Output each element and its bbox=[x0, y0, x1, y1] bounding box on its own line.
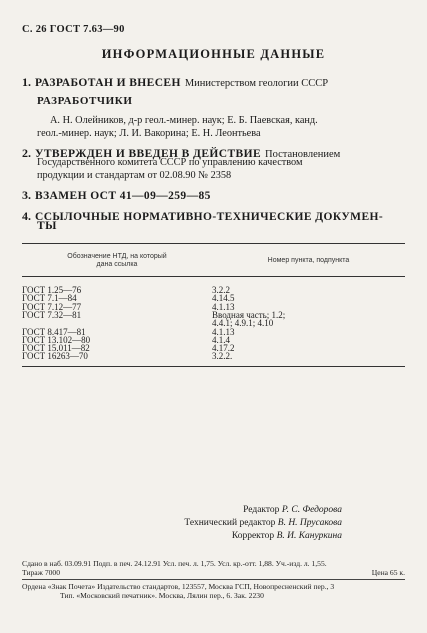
imprint-line-1: Сдано в наб. 03.09.91 Подп. в печ. 24.12.91 Усл. печ. л. 1,75. Усл. кр.-отт. 1,88. Уч.-изд. л. 1,55. bbox=[22, 559, 327, 568]
table-col1-header-line-1: Обозначение НТД, на который bbox=[67, 253, 167, 260]
table-bottom-rule bbox=[22, 366, 405, 367]
table-row-item: Вводная часть; 1.2; bbox=[212, 309, 286, 320]
imprint-line-3: Ордена «Знак Почета» Издательство стандартов, 123557, Москва ГСП, Новопресненский пер., 3 bbox=[22, 582, 335, 591]
developers-heading: РАЗРАБОТЧИКИ bbox=[37, 95, 133, 107]
section-3-number: 3. bbox=[22, 188, 31, 202]
section-2-number: 2. bbox=[22, 146, 31, 160]
table-row-doc: ГОСТ 7.1—84 bbox=[22, 293, 77, 304]
table-col1-header bbox=[22, 253, 212, 269]
table-row-item: 4.14.5 bbox=[212, 293, 235, 304]
table-row-item: 4.4.1; 4.9.1; 4.10 bbox=[212, 318, 274, 329]
table-row-doc: ГОСТ 7.12—77 bbox=[22, 301, 82, 312]
section-3-heading-line bbox=[22, 186, 211, 204]
editor-label: Редактор bbox=[243, 505, 280, 515]
developers-line-2: геол.-минер. наук; Л. И. Вакорина; Е. Н. Леонтьева bbox=[37, 128, 261, 139]
section-2-line-3: продукции и стандартам от 02.08.90 № 2358 bbox=[37, 170, 232, 181]
section-2-line-2: Государственного комитета СССР по управлению качеством bbox=[37, 157, 303, 168]
table-row-item: 4.17.2 bbox=[212, 343, 235, 354]
table-row-item: 3.2.2. bbox=[212, 351, 233, 362]
table-row-item: 3.2.2 bbox=[212, 285, 230, 295]
table-row-item: 4.1.13 bbox=[212, 326, 235, 337]
corrector-line bbox=[232, 531, 342, 541]
page-header: С. 26 ГОСТ 7.63—90 bbox=[22, 24, 125, 35]
table-header-rule bbox=[22, 276, 405, 277]
section-2-heading-rest: Постановлением bbox=[265, 149, 341, 160]
corrector-label: Корректор bbox=[231, 531, 275, 541]
tech-editor-line bbox=[184, 518, 342, 528]
table-col1-header-line-2: дана ссылка bbox=[96, 261, 138, 268]
table-row-doc: ГОСТ 16263—70 bbox=[22, 351, 88, 362]
editor-name: Р. С. Федорова bbox=[281, 505, 342, 515]
table-row-doc: ГОСТ 15.011—82 bbox=[22, 343, 90, 354]
imprint-rule bbox=[22, 579, 405, 580]
section-1-heading: РАЗРАБОТАН И ВНЕСЕН bbox=[35, 77, 181, 89]
section-4-heading-line bbox=[22, 207, 383, 225]
section-4-heading-line-2: ТЫ bbox=[37, 220, 57, 232]
table-row-doc: ГОСТ 1.25—76 bbox=[22, 285, 82, 295]
imprint-line-2-right: Цена 65 к. bbox=[371, 568, 405, 577]
section-4-heading-line-1: ССЫЛОЧНЫЕ НОРМАТИВНО-ТЕХНИЧЕСКИЕ ДОКУМЕН- bbox=[35, 211, 384, 223]
imprint-line-2-left: Тираж 7000 bbox=[22, 568, 61, 577]
section-1-heading-line bbox=[22, 73, 328, 91]
section-2-heading: УТВЕРЖДЕН И ВВЕДЕН В ДЕЙСТВИЕ bbox=[35, 148, 262, 160]
table-col2-header: Номер пункта, подпункта bbox=[267, 257, 350, 264]
document-title: ИНФОРМАЦИОННЫЕ ДАННЫЕ bbox=[101, 47, 326, 61]
table-top-rule bbox=[22, 243, 405, 244]
table-row-doc: ГОСТ 8.417—81 bbox=[22, 326, 86, 337]
tech-editor-name: В. Н. Прусакова bbox=[277, 518, 342, 528]
section-1-heading-rest: Министерством геологии СССР bbox=[184, 78, 329, 89]
corrector-name: В. И. Кануркина bbox=[276, 531, 342, 541]
table-row-item: 4.1.4 bbox=[212, 334, 230, 345]
tech-editor-label: Технический редактор bbox=[184, 518, 276, 528]
section-1-number: 1. bbox=[22, 75, 31, 89]
editor-line bbox=[243, 505, 342, 515]
imprint-line-4: Тип. «Московский печатник». Москва, Лялин пер., 6. Зак. 2230 bbox=[60, 591, 264, 600]
table-row-doc: ГОСТ 7.32—81 bbox=[22, 309, 82, 320]
developers-line-1: А. Н. Олейников, д-р геол.-минер. наук; Е. Б. Паевская, канд. bbox=[50, 115, 318, 126]
section-4-number: 4. bbox=[22, 209, 31, 223]
table-row-doc: ГОСТ 13.102—80 bbox=[22, 334, 91, 345]
table-row-item: 4.1.13 bbox=[212, 301, 235, 312]
section-3-heading: ВЗАМЕН ОСТ 41—09—259—85 bbox=[35, 190, 211, 202]
